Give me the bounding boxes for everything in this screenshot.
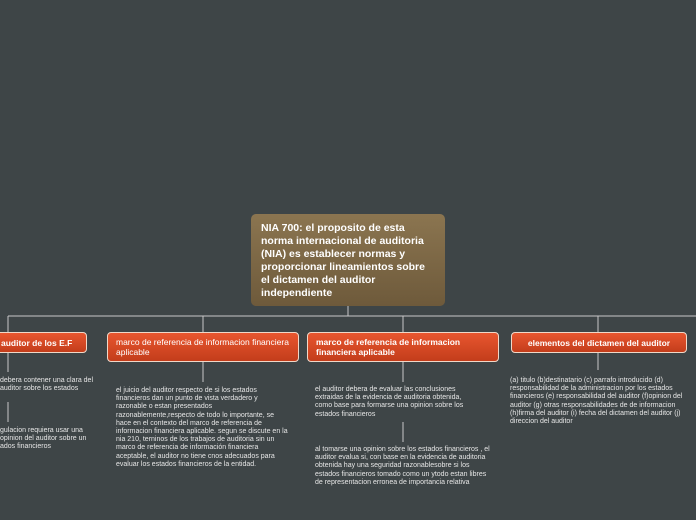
- topic-label: elementos del dictamen del auditor: [527, 337, 671, 348]
- note-formarse-opinion: al tomarse una opinion sobre los estados financieros , el auditor evalua si, con base en la evidencia de auditoria obtenida hay una seguridad razonablesobre si los estados financieros tomado como un ytodo estan libres de representacion erronea de importancia relativa: [315, 446, 490, 486]
- note-evaluar-conclusiones: el auditor debera de evaluar las conclusiones extraidas de la evidencia de auditoria obtenida, como base para formarse una opinion sobre los estados financieros: [315, 386, 464, 418]
- topic-label: marco de referencia de informacion financiera aplicable: [116, 337, 289, 357]
- topic-label: marco de referencia de informacion financiera aplicable: [316, 337, 461, 357]
- topic-label: auditor de los E.F: [1, 337, 73, 348]
- topic-marco-referencia-1[interactable]: [107, 332, 299, 362]
- note-regulacion: gulacion requiera usar una opinion del auditor sobre un ados financieros: [0, 427, 87, 451]
- note-elementos-lista: (a) titulo (b)destinatario (c) parrafo introducido (d) responsabilidad de la administracion por los estados financieros (e) responsabilidad del auditor (f)opinion del auditor (g) otras responsabilidades de de informacion (h)firma del auditor (i) fecha del dictamen del auditor (j) direccion del auditor: [510, 377, 683, 426]
- note-juicio-auditor: el juicio del auditor respecto de si los estados financieros dan un punto de vista verdadero y razonable o estan presentados razonablemente,respecto de todo lo importante, se hace en el contexto del marco de referencia de informacion financiera aplicable. segun se discute en la nia 210, terninos de los trabajos de auditoria sin un marco de referencia de información financiera aceptable, el auditor no tiene cnos adecuados para evaluar los estados financieros de la entidad.: [116, 387, 288, 468]
- central-topic[interactable]: [251, 214, 445, 306]
- note-opinion-clara: debera contener una clara del auditor sobre los estados: [0, 377, 94, 393]
- central-topic-text: NIA 700: el proposito de esta norma internacional de auditoria (NIA) es establecer normas y proporcionar lineamientos sobre el dictamen del auditor independiente: [261, 222, 425, 299]
- topic-elementos-dictamen[interactable]: [511, 332, 687, 353]
- topic-marco-referencia-2[interactable]: [307, 332, 499, 362]
- topic-auditor-ef[interactable]: [0, 332, 87, 353]
